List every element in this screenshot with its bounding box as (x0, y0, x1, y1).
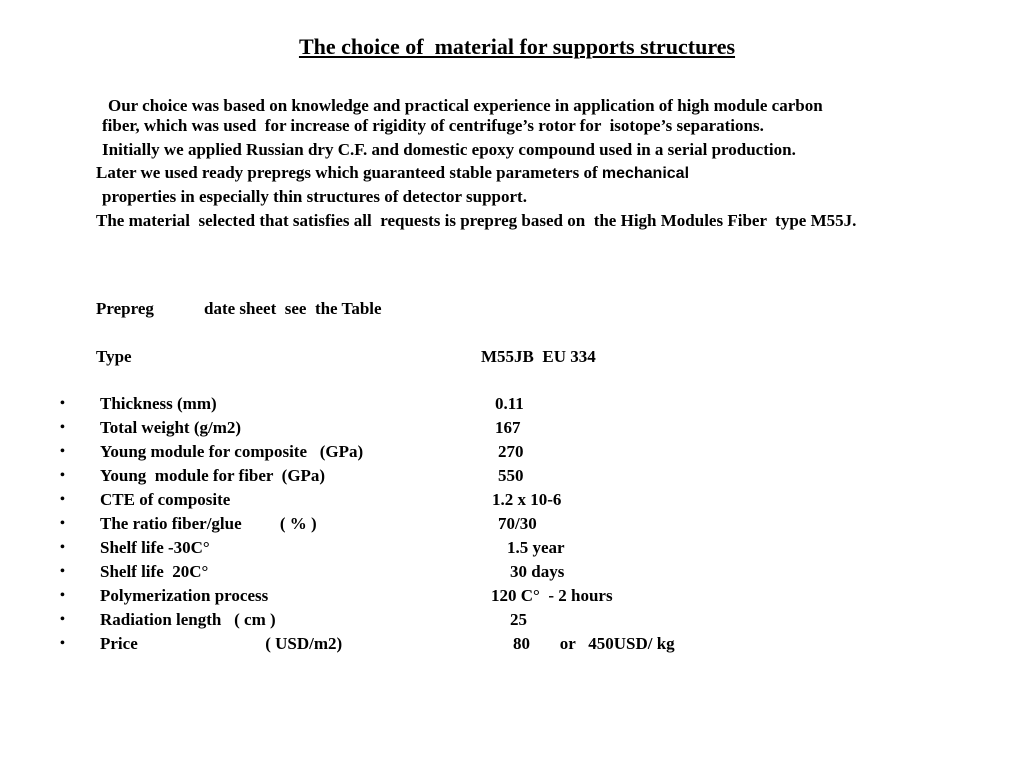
bullet: • (60, 468, 65, 483)
property-value: 270 (498, 442, 524, 461)
property-label: Thickness (mm) (100, 394, 217, 413)
property-value: 120 C° - 2 hours (491, 586, 613, 605)
property-value: 550 (498, 466, 524, 485)
property-value: 80 or 450USD/ kg (513, 634, 675, 653)
property-row (0, 608, 1024, 632)
property-label: Young module for fiber (GPa) (100, 466, 326, 485)
type-value: M55JB EU 334 (481, 347, 596, 366)
property-label: Price ( USD/m2) (100, 634, 343, 653)
property-value: 70/30 (498, 514, 537, 533)
intro-emphasis-mechanical: mechanical (601, 165, 690, 182)
property-row (0, 536, 1024, 560)
property-value: 1.2 x 10-6 (492, 490, 562, 509)
property-value: 25 (510, 610, 527, 629)
bullet: • (60, 396, 65, 411)
property-value: 0.11 (495, 394, 524, 413)
property-row (0, 488, 1024, 512)
bullet: • (60, 540, 65, 555)
property-row (0, 392, 1024, 416)
intro-line-1: Our choice was based on knowledge and practical experience in application of high module carbon (108, 96, 823, 115)
property-label: Total weight (g/m2) (100, 418, 242, 437)
prepreg-note: date sheet see the Table (204, 299, 382, 318)
intro-line-4 (96, 163, 689, 184)
bullet: • (60, 612, 65, 627)
intro-line-2: fiber, which was used for increase of rigidity of centrifuge’s rotor for isotope’s separations. (102, 116, 764, 135)
property-row (0, 416, 1024, 440)
bullet: • (60, 516, 65, 531)
property-value: 1.5 year (507, 538, 565, 557)
bullet: • (60, 588, 65, 603)
property-row (0, 464, 1024, 488)
property-row (0, 632, 1024, 656)
property-label: Young module for composite (GPa) (100, 442, 364, 461)
property-label: Shelf life 20C° (100, 562, 209, 581)
slide-title: The choice of material for supports structures (298, 34, 736, 59)
property-row (0, 512, 1024, 536)
property-value: 30 days (510, 562, 565, 581)
intro-line-5: properties in especially thin structures of detector support. (102, 187, 527, 206)
prepreg-label: Prepreg (96, 299, 154, 318)
property-label: Radiation length ( cm ) (100, 610, 276, 629)
intro-line-4-text: Later we used ready prepregs which guaranteed stable parameters of (96, 163, 602, 182)
intro-line-3: Initially we applied Russian dry C.F. and domestic epoxy compound used in a serial production. (102, 140, 796, 159)
property-row (0, 584, 1024, 608)
bullet: • (60, 444, 65, 459)
property-label: Shelf life -30C° (100, 538, 210, 557)
type-label: Type (96, 347, 132, 366)
property-value: 167 (495, 418, 521, 437)
bullet: • (60, 564, 65, 579)
intro-line-6: The material selected that satisfies all requests is prepreg based on the High Modules Fiber type M55J. (96, 211, 857, 230)
property-label: CTE of composite (100, 490, 231, 509)
bullet: • (60, 636, 65, 651)
property-label: The ratio fiber/glue ( % ) (100, 514, 317, 533)
property-label: Polymerization process (100, 586, 269, 605)
property-row (0, 440, 1024, 464)
property-row (0, 560, 1024, 584)
bullet: • (60, 420, 65, 435)
bullet: • (60, 492, 65, 507)
